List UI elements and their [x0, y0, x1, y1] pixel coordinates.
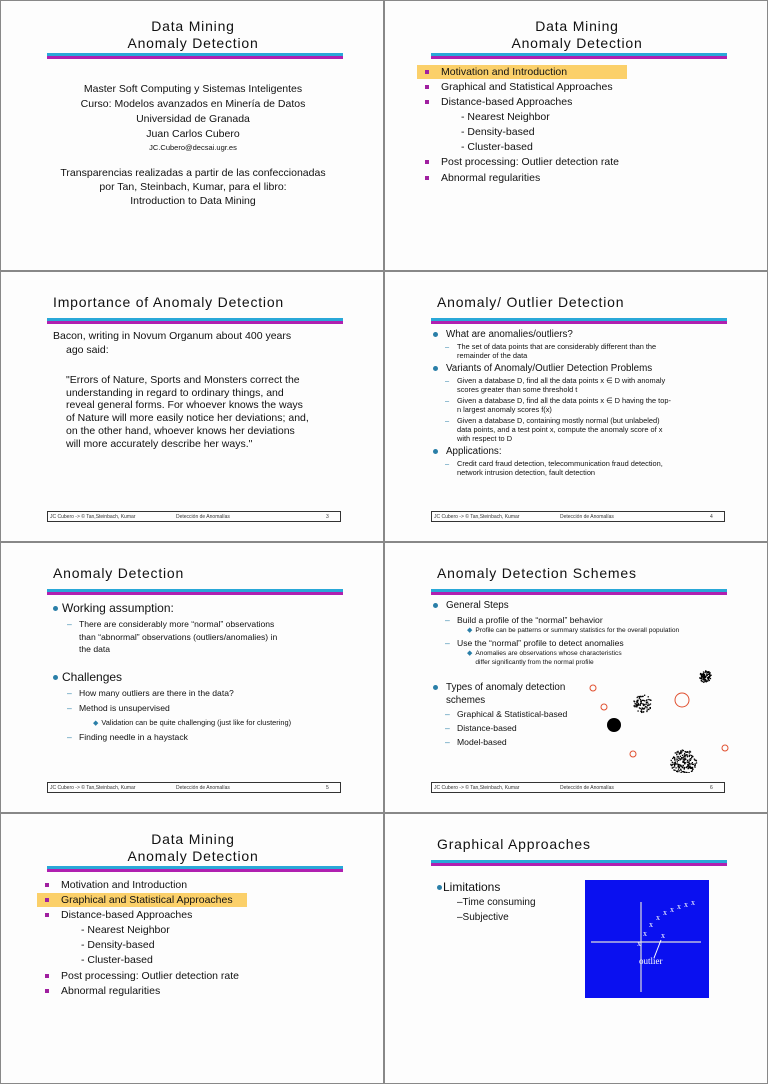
cluster-point	[678, 764, 679, 765]
outlier-marker	[590, 685, 596, 691]
cluster-point	[685, 751, 686, 752]
outlier-marker	[630, 751, 636, 757]
cluster-point	[696, 760, 697, 761]
cluster-point	[688, 761, 689, 762]
cluster-point	[672, 764, 673, 765]
cluster-point	[687, 760, 688, 761]
slide-1-title	[0, 0, 384, 271]
cluster-point	[690, 751, 691, 752]
cluster-point	[694, 766, 695, 767]
data-point-x: x	[661, 931, 665, 940]
cluster-point	[691, 755, 692, 756]
outline-item: Abnormal regularities	[425, 172, 540, 184]
cluster-point	[691, 757, 692, 758]
outline-item: Abnormal regularities	[45, 985, 160, 997]
cluster-point	[647, 705, 648, 706]
cluster-point	[690, 760, 691, 761]
cluster-point	[689, 766, 690, 767]
cluster-point	[646, 702, 647, 703]
title-underline	[431, 53, 727, 59]
cluster-point	[675, 763, 676, 764]
cluster-point	[684, 763, 685, 764]
bullet-limitations: Limitations	[437, 880, 500, 894]
cluster-point	[637, 697, 638, 698]
cluster-point	[674, 764, 675, 765]
cluster-point	[674, 762, 675, 763]
cluster-point	[705, 670, 706, 671]
cluster-point	[646, 711, 647, 712]
cluster-point	[640, 708, 641, 709]
outline-subitem: - Cluster-based	[461, 141, 533, 153]
page-number: 3	[326, 514, 329, 520]
cluster-point	[680, 756, 681, 757]
university: Universidad de Granada	[1, 113, 384, 125]
title-underline	[431, 860, 727, 866]
cluster-point	[708, 674, 709, 675]
cluster-point	[676, 752, 677, 753]
slide-body: What are anomalies/outliers? – The set of data points that are considerably different than the remainder of the data Variants of Anomaly/Outlier Detection Problems – Given a database D, find all the data points x ∈ D with anomaly scores greater than some threshold t – Given a database D, find all the data points x ∈ D having the top- n largest anomaly scores f(x) – Given a database D, containing mostly normal (but unlabeled) data points, and a test point x, compute the anomaly score of x with respect to D Applications: – Credit card fraud detection, telecommunication fraud detection, network intrusion detection, fault detection	[433, 329, 733, 477]
outlier-marker	[601, 704, 607, 710]
credit-2: por Tan, Steinbach, Kumar, para el libro:	[1, 181, 384, 193]
cluster-point	[709, 674, 710, 675]
slide-title: Graphical Approaches	[437, 836, 591, 852]
cluster-point	[633, 700, 634, 701]
cluster-point	[646, 707, 647, 708]
cluster-point	[705, 676, 706, 677]
limitation-1: –Time consuming	[457, 898, 536, 908]
cluster-point	[636, 702, 637, 703]
cluster-point	[692, 769, 693, 770]
cluster-point	[642, 703, 643, 704]
cluster-point	[710, 675, 711, 676]
cluster-point	[686, 752, 687, 753]
cluster-point	[640, 705, 641, 706]
cluster-point	[635, 705, 636, 706]
cluster-point	[643, 708, 644, 709]
cluster-point	[696, 762, 697, 763]
outline-subitem: - Density-based	[461, 126, 535, 138]
cluster-point	[634, 703, 635, 704]
cluster-point	[680, 752, 681, 753]
cluster-point	[633, 705, 634, 706]
cluster-point	[703, 673, 704, 674]
cluster-point	[694, 759, 695, 760]
slide-8-graphical	[384, 813, 768, 1084]
cluster-point	[686, 754, 687, 755]
cluster-point	[680, 772, 681, 773]
cluster-point	[687, 756, 688, 757]
cluster-point	[640, 701, 641, 702]
cluster-point	[688, 767, 689, 768]
cluster-point	[689, 763, 690, 764]
author: Juan Carlos Cubero	[1, 128, 384, 140]
outline-item: Motivation and Introduction	[425, 66, 567, 78]
title-line-1: Data Mining	[1, 18, 384, 34]
book: Introduction to Data Mining	[1, 195, 384, 207]
data-point-x: x	[663, 908, 667, 917]
cluster-point	[679, 765, 680, 766]
cluster-point	[679, 759, 680, 760]
cluster-point	[703, 671, 704, 672]
cluster-point	[679, 753, 680, 754]
cluster-point	[710, 678, 711, 679]
cluster-point	[703, 679, 704, 680]
cluster-point	[687, 754, 688, 755]
cluster-point	[640, 703, 641, 704]
outline-item: Distance-based Approaches	[425, 96, 572, 108]
slide-title: Anomaly Detection Schemes	[437, 565, 637, 581]
cluster-point	[641, 712, 642, 713]
cluster-point	[708, 676, 709, 677]
outline-item: Post processing: Outlier detection rate	[425, 156, 619, 168]
data-point-x: x	[691, 898, 695, 907]
cluster-point	[672, 762, 673, 763]
footer: JC Cubero -> © Tan,Steinbach, Kumar Detección de Anomalías 4	[431, 511, 725, 522]
data-point-x: x	[670, 905, 674, 914]
cluster-point	[691, 771, 692, 772]
cluster-point	[639, 698, 640, 699]
outline-item: Graphical and Statistical Approaches	[425, 81, 613, 93]
cluster-point	[644, 708, 645, 709]
outline-item: Graphical and Statistical Approaches	[45, 894, 233, 906]
quote: "Errors of Nature, Sports and Monsters correct the understanding in regard to ordinary things, and reveal general forms. For whoever knows the ways of Nature will more easily notice her deviations; and, on the other hand, whoever knows her deviations will more accurately describe her ways."	[66, 374, 309, 450]
title-underline	[47, 318, 343, 324]
cluster-point	[702, 676, 703, 677]
cluster-point	[689, 755, 690, 756]
outline-item: Distance-based Approaches	[45, 909, 192, 921]
cluster-point	[647, 702, 648, 703]
cluster-point	[675, 767, 676, 768]
cluster-point	[649, 699, 650, 700]
cluster-point	[648, 699, 649, 700]
cluster-point	[644, 704, 645, 705]
cluster-point	[644, 695, 645, 696]
outlier-label: outlier	[639, 956, 663, 966]
cluster-point	[679, 770, 680, 771]
cluster-point	[642, 696, 643, 697]
cluster-point	[640, 699, 641, 700]
limitation-2: –Subjective	[457, 913, 509, 923]
slide-2-outline	[384, 0, 768, 271]
cluster-point	[677, 751, 678, 752]
cluster-point	[648, 696, 649, 697]
scatter-outlier-figure	[585, 880, 709, 998]
cluster-point	[694, 763, 695, 764]
slide-title: Anomaly Detection	[53, 565, 184, 581]
cluster-point	[677, 761, 678, 762]
cluster-point	[682, 755, 683, 756]
cluster-point	[682, 762, 683, 763]
cluster-point	[649, 704, 650, 705]
cluster-point	[707, 678, 708, 679]
cluster-point	[678, 767, 679, 768]
title-line-1: Data Mining	[1, 831, 384, 847]
cluster-point	[648, 709, 649, 710]
slide-7-outline	[0, 813, 384, 1084]
cluster-point	[700, 674, 701, 675]
cluster-point	[689, 759, 690, 760]
slide-title: Importance of Anomaly Detection	[53, 294, 284, 310]
cluster-point	[646, 699, 647, 700]
slide-body: General Steps – Build a profile of the “normal” behavior ◆ Profile can be patterns or summary statistics for the overall population – Use the “normal” profile to detect anomalies ◆ Anomalies are observations whose characteristics differ significantly from the normal profile Types of anomaly detection schemes – Graphical & Statistical-based – Distance-based – Model-based	[433, 600, 733, 749]
outline-item: Motivation and Introduction	[45, 879, 187, 891]
credit-1: Transparencias realizadas a partir de las confeccionadas	[1, 167, 384, 179]
cluster-point	[647, 710, 648, 711]
cluster-point	[684, 754, 685, 755]
outline-subitem: - Cluster-based	[81, 954, 153, 966]
cluster-point	[674, 765, 675, 766]
cluster-point	[705, 672, 706, 673]
cluster-point	[690, 758, 691, 759]
slide-6-schemes	[384, 542, 768, 813]
cluster-point	[678, 768, 679, 769]
cluster-point	[707, 672, 708, 673]
data-point-x: x	[677, 902, 681, 911]
cluster-point	[678, 752, 679, 753]
cluster-point	[636, 704, 637, 705]
cluster-point	[678, 757, 679, 758]
cluster-point	[674, 757, 675, 758]
title-underline	[47, 866, 343, 872]
title-underline	[431, 589, 727, 595]
cluster-point	[687, 764, 688, 765]
cluster-point	[705, 679, 706, 680]
cluster-point	[676, 758, 677, 759]
cluster-point	[684, 768, 685, 769]
cluster-point	[641, 708, 642, 709]
cluster-point	[687, 766, 688, 767]
outline-subitem: - Nearest Neighbor	[81, 924, 170, 936]
page-number: 5	[326, 785, 329, 791]
cluster-point	[686, 772, 687, 773]
cluster-point	[695, 764, 696, 765]
cluster-point	[684, 762, 685, 763]
cluster-point	[692, 762, 693, 763]
data-point-x: x	[643, 929, 647, 938]
cluster-point	[680, 769, 681, 770]
dense-cluster	[607, 718, 621, 732]
page-number: 6	[710, 785, 713, 791]
data-point-x: x	[684, 900, 688, 909]
data-point-x: x	[649, 920, 653, 929]
title-underline	[47, 53, 343, 59]
title-line-2: Anomaly Detection	[385, 35, 768, 51]
slide-4-outlier-detection	[384, 271, 768, 542]
outline-subitem: - Nearest Neighbor	[461, 111, 550, 123]
cluster-point	[670, 764, 671, 765]
cluster-scatter-figure	[585, 658, 735, 773]
cluster-point	[645, 704, 646, 705]
cluster-point	[678, 760, 679, 761]
title-underline	[47, 589, 343, 595]
cluster-point	[637, 700, 638, 701]
intro-1: Bacon, writing in Novum Organum about 400 years	[53, 330, 291, 342]
outlier-marker	[675, 693, 689, 707]
cluster-point	[709, 672, 710, 673]
cluster-point	[701, 678, 702, 679]
data-point-x: x	[637, 939, 641, 948]
cluster-point	[691, 763, 692, 764]
cluster-point	[707, 680, 708, 681]
slide-5-anomaly-detection	[0, 542, 384, 813]
cluster-point	[671, 760, 672, 761]
cluster-point	[672, 767, 673, 768]
slide-title: Anomaly/ Outlier Detection	[437, 294, 624, 310]
cluster-point	[682, 750, 683, 751]
cluster-point	[682, 767, 683, 768]
intro-2: ago said:	[66, 344, 109, 356]
outline-item: Post processing: Outlier detection rate	[45, 970, 239, 982]
cluster-point	[702, 681, 703, 682]
cluster-point	[681, 758, 682, 759]
page-number: 4	[710, 514, 713, 520]
cluster-point	[686, 767, 687, 768]
outlier-marker	[722, 745, 728, 751]
cluster-point	[678, 756, 679, 757]
cluster-point	[682, 757, 683, 758]
cluster-point	[677, 770, 678, 771]
cluster-point	[637, 710, 638, 711]
cluster-point	[684, 772, 685, 773]
slide-3-importance	[0, 271, 384, 542]
cluster-point	[684, 760, 685, 761]
outline-subitem: - Density-based	[81, 939, 155, 951]
program: Master Soft Computing y Sistemas Inteligentes	[1, 83, 384, 95]
cluster-point	[676, 753, 677, 754]
cluster-point	[705, 680, 706, 681]
slide-body: Working assumption: – There are considerably more “normal” observations than “abnormal” observations (outliers/anomalies) in the data Challenges – How many outliers are there in the data? – Method is unsupervised ◆ Validation can be quite challenging (just like for clustering) – Finding needle in a haystack	[53, 601, 353, 745]
cluster-point	[637, 705, 638, 706]
cluster-point	[638, 704, 639, 705]
cluster-point	[675, 752, 676, 753]
data-point-x: x	[656, 913, 660, 922]
title-line-1: Data Mining	[385, 18, 768, 34]
cluster-point	[703, 682, 704, 683]
title-line-2: Anomaly Detection	[1, 848, 384, 864]
cluster-point	[645, 706, 646, 707]
cluster-point	[684, 753, 685, 754]
cluster-point	[687, 761, 688, 762]
course: Curso: Modelos avanzados en Minería de Datos	[1, 98, 384, 110]
cluster-point	[643, 711, 644, 712]
cluster-point	[673, 767, 674, 768]
cluster-point	[688, 772, 689, 773]
cluster-point	[703, 675, 704, 676]
footer: JC Cubero -> © Tan,Steinbach, Kumar Detección de Anomalías 5	[47, 782, 341, 793]
cluster-point	[673, 769, 674, 770]
footer: JC Cubero -> © Tan,Steinbach, Kumar Detección de Anomalías 3	[47, 511, 341, 522]
cluster-point	[684, 767, 685, 768]
cluster-point	[693, 764, 694, 765]
cluster-point	[680, 753, 681, 754]
cluster-point	[684, 757, 685, 758]
cluster-point	[643, 700, 644, 701]
footer: JC Cubero -> © Tan,Steinbach, Kumar Detección de Anomalías 6	[431, 782, 725, 793]
cluster-point	[692, 756, 693, 757]
cluster-point	[641, 696, 642, 697]
cluster-point	[708, 672, 709, 673]
title-line-2: Anomaly Detection	[1, 35, 384, 51]
cluster-point	[676, 763, 677, 764]
cluster-point	[674, 759, 675, 760]
email: JC.Cubero@decsai.ugr.es	[1, 143, 384, 152]
cluster-point	[647, 703, 648, 704]
title-underline	[431, 318, 727, 324]
cluster-point	[682, 765, 683, 766]
cluster-point	[679, 764, 680, 765]
cluster-point	[649, 707, 650, 708]
cluster-point	[689, 764, 690, 765]
